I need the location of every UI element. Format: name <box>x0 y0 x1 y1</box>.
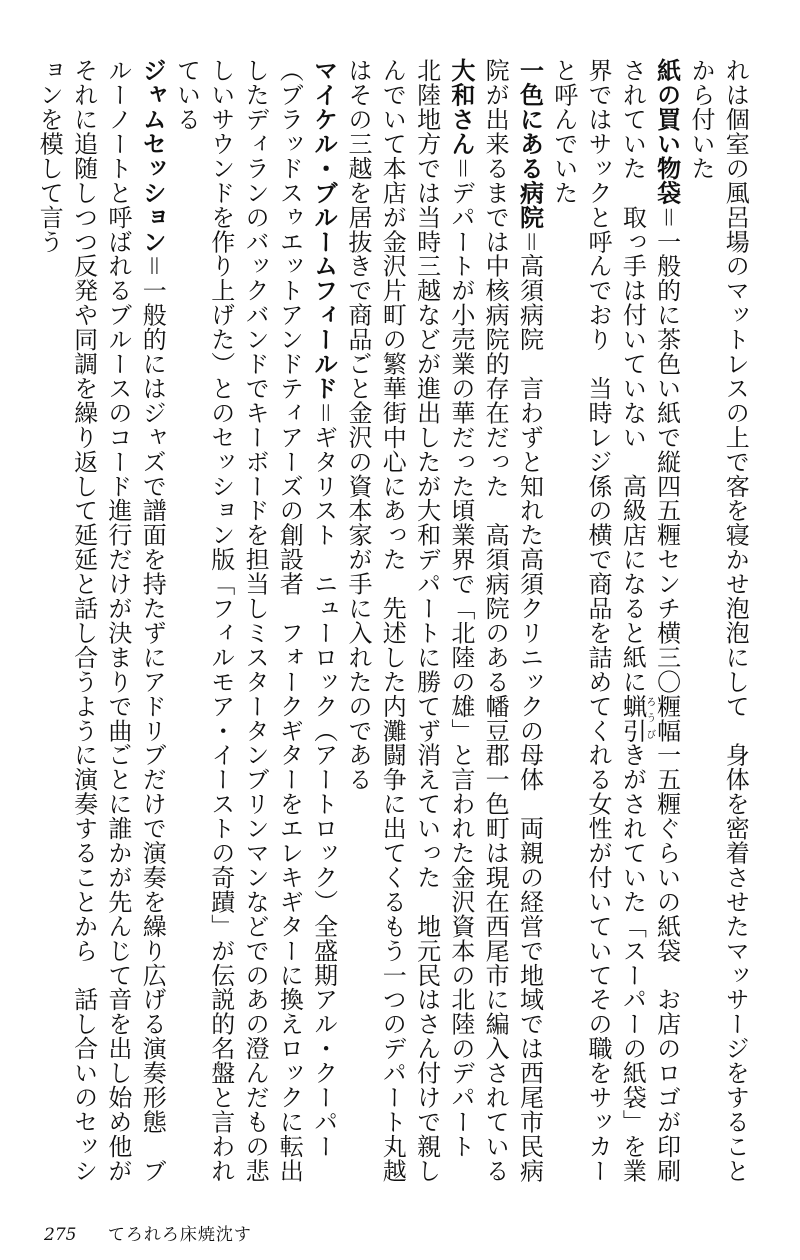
ruby-base: 蝋引 <box>618 693 647 743</box>
equals-sign: ＝ <box>309 400 338 425</box>
entry-term: ジャムセッション <box>138 58 167 254</box>
equals-sign: ＝ <box>446 155 475 181</box>
glossary-text-block <box>32 58 752 1198</box>
ruby-reading: ろうび <box>643 693 655 743</box>
entry-body: 一般的にはジャズで譜面を持たずにアドリブだけで演奏を繰り広げる演奏形態 ブルーノートと呼ばれるブルースのコード進行だけが決まりで曲ごとに誰かが先んじて音を出し始め他がそれに追随しつつ反発や同調を繰り返して延延と話し合うように演奏することから 話し合いのセッションを模して言う <box>35 58 167 1183</box>
entry-body: 高須病院 言わずと知れた高須クリニックの母体 両親の経営で地域では西尾市民病院が出来るまでは中核病院的存在だった 高須病院のある幡豆郡一色町は現在西尾市に編入されている <box>481 58 544 1183</box>
glossary-entry-paper-bag <box>546 58 683 1198</box>
glossary-entry-continuation <box>684 58 752 1198</box>
entry-body: 一般的に茶色い紙で縦四五糎センチ横三〇糎幅一五糎ぐらいの紙袋 お店のロゴが印刷されていた 取っ手は付いていない 高級店になると紙に蝋引ろうびきがされていた「スーパーの紙袋」を業界ではサックと呼んでおり 当時レジ係の横で商品を詰めてくれる女性が付いていてその職をサッカーと呼んでいた <box>549 58 681 1183</box>
entry-term: 大和さん <box>446 58 475 156</box>
entry-body: れは個室の風呂場のマットレスの上で客を寝かせ泡泡にして 身体を密着させたマッサージをすることから付いた <box>686 58 750 1183</box>
equals-sign: ＝ <box>652 204 681 230</box>
equals-sign: ＝ <box>515 229 544 254</box>
entry-term: 一色にある病院 <box>515 58 544 230</box>
vertical-text-column <box>32 58 752 1198</box>
glossary-entry-daiwa <box>341 58 478 1198</box>
glossary-entry-bloomfield <box>169 58 340 1198</box>
page-footer <box>44 1222 252 1248</box>
entry-term: マイケル・ブルームフィールド <box>309 58 338 401</box>
ruby-annotation <box>618 693 655 743</box>
running-title: てろれろ床焼沈す <box>107 1225 252 1245</box>
glossary-entry-jam-session <box>32 58 169 1198</box>
entry-body: デパートが小売業の華だった頃業界で「北陸の雄」と言われた金沢資本の北陸のデパート 北陸地方では当時三越などが進出したが大和デパートに勝てず消えていった 地元民はさん付けで親しんでいて本店が金沢片町の繁華街中心にあった 先述した内灘闘争に出てくるもう一つのデパート丸越はその三越を居抜きで商品ごと金沢の資本家が手に入れたのである <box>343 58 475 1183</box>
entry-term: 紙の買い物袋 <box>652 58 681 205</box>
glossary-entry-hospital <box>478 58 547 1198</box>
page-number: 275 <box>44 1225 77 1245</box>
equals-sign: ＝ <box>138 253 167 279</box>
entry-body: ギタリスト ニューロック（アートロック）全盛期アル・クーパー（ブラッドスゥエットアンドティアーズの創設者 フォークギターをエレキギターに換えロックに転出したディランのバックバンドでキーボードを担当しミスタータンブリンマンなどでのあの澄んだもの悲しいサウンドを作り上げた）とのセッション版「フィルモア・イーストの奇蹟」が伝説的名盤と言われている <box>172 58 338 1183</box>
